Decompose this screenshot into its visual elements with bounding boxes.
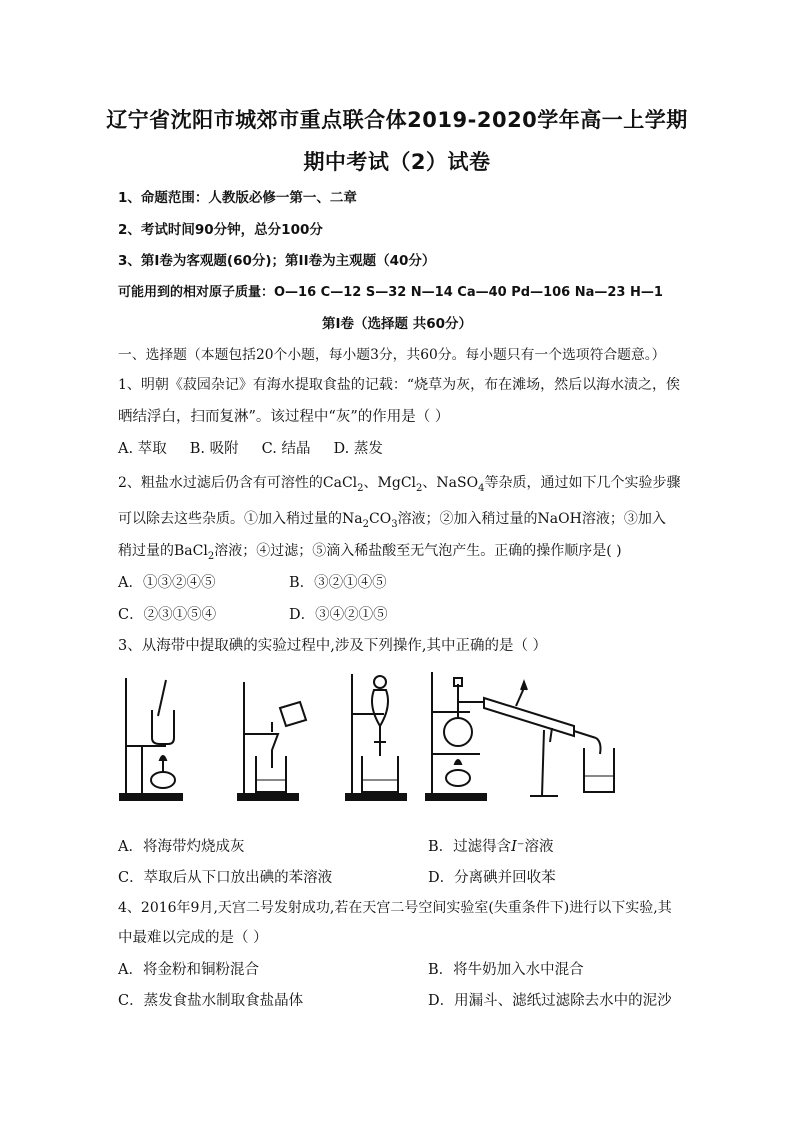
q3-option-b: B．过滤得含I⁻溶液 — [428, 839, 554, 855]
note-atomic-masses: 可能用到的相对原子质量：O—16 C—12 S—32 N—14 Ca—40 Pd—106 Na—23 H—1 — [118, 285, 663, 300]
q2-option-a: A．①③②④⑤ — [118, 575, 216, 591]
section-title: 第I卷（选择题 共60分） — [321, 316, 472, 332]
exam-title-line1: 辽宁省沈阳市城郊市重点联合体2019-2020学年高一上学期 — [106, 108, 688, 132]
q1-stem-line2: 晒结浮白，扫而复淋”。该过程中“灰”的作用是（ ） — [118, 409, 450, 425]
q2-stem-line3: 稍过量的BaCl$_2$溶液；④过滤；⑤滴入稀盐酸至无气泡产生。正确的操作顺序是( ) — [118, 543, 622, 562]
q3-stem: 3、从海带中提取碘的实验过程中,涉及下列操作,其中正确的是（ ） — [118, 638, 548, 654]
burning-apparatus-figure — [118, 668, 188, 804]
q1-options: A. 萃取 B. 吸附 C. 结晶 D. 蒸发 — [118, 441, 383, 457]
section-intro: 一、选择题（本题包括20个小题，每小题3分，共60分。每小题只有一个选项符合题意。） — [118, 347, 666, 363]
q3-option-d: D．分离碘并回收苯 — [428, 870, 556, 886]
note-parts: 3、第I卷为客观题(60分)；第II卷为主观题（40分） — [118, 253, 436, 269]
q4-option-c: C．蒸发食盐水制取食盐晶体 — [118, 993, 304, 1009]
q2-stem-line2: 可以除去这些杂质。①加入稍过量的$Na_2CO_3$溶液；②加入稍过量的NaOH溶液；③加入 — [118, 511, 666, 530]
filtration-apparatus-figure — [236, 668, 316, 804]
q4-option-b: B．将牛奶加入水中混合 — [428, 962, 584, 978]
q3-option-c: C．萃取后从下口放出碘的苯溶液 — [118, 870, 333, 886]
q4-stem-line2: 中最难以完成的是（ ） — [118, 930, 268, 946]
q4-option-a: A．将金粉和铜粉混合 — [118, 962, 259, 978]
note-scope: 1、命题范围：人教版必修一第一、二章 — [118, 190, 357, 206]
q3-apparatus-figures — [118, 668, 618, 804]
q2-stem-line1: 2、粗盐水过滤后仍含有可溶性的CaCl$_2$、MgCl$_2$、NaSO$_4$等杂质，通过如下几个实验步骤 — [118, 475, 681, 494]
q2-option-d: D．③④②①⑤ — [289, 607, 388, 623]
separatory-funnel-figure — [344, 668, 424, 804]
q1-stem-line1: 1、明朝《菽园杂记》有海水提取食盐的记载：“烧草为灰，布在滩场，然后以海水渍之，俟 — [118, 377, 681, 393]
distillation-apparatus-figure — [424, 668, 620, 804]
note-time: 2、考试时间90分钟，总分100分 — [118, 222, 323, 238]
exam-title-line2: 期中考试（2）试卷 — [303, 150, 491, 174]
q4-option-d: D．用漏斗、滤纸过滤除去水中的泥沙 — [428, 993, 672, 1009]
q4-stem-line1: 4、2016年9月,天宫二号发射成功,若在天宫二号空间实验室(失重条件下)进行以下实验,其 — [118, 900, 672, 916]
q2-option-b: B．③②①④⑤ — [289, 575, 387, 591]
q3-option-a: A．将海带灼烧成灰 — [118, 839, 245, 855]
q2-option-c: C．②③①⑤④ — [118, 607, 217, 623]
